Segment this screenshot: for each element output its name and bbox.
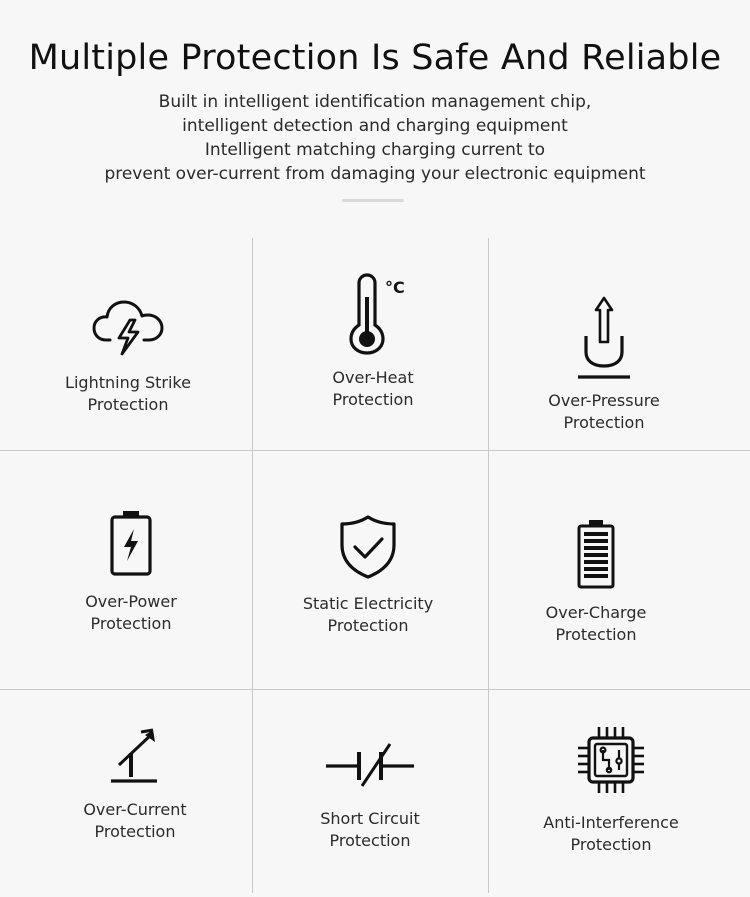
feature-label: Static Electricity Protection (302, 594, 434, 635)
battery-full-icon (576, 518, 616, 590)
lightning-cloud-icon (92, 296, 164, 358)
current-meter-icon (107, 727, 163, 787)
feature-label: Over-Power Protection (85, 592, 177, 633)
subtitle-line: intelligent detection and charging equipment (182, 116, 568, 136)
feature-label: Over-Current Protection (83, 800, 187, 841)
thermometer-icon (337, 273, 409, 355)
feature-anti-interference (491, 724, 731, 856)
grid-divider (0, 689, 750, 690)
feature-label: Short Circuit Protection (320, 809, 420, 850)
subtitle-line: Intelligent matching charging current to (204, 140, 546, 160)
subtitle (0, 90, 750, 186)
shield-check-icon (338, 515, 398, 579)
feature-short-circuit (250, 738, 490, 852)
feature-label: Over-Heat Protection (332, 368, 414, 409)
chip-icon (575, 724, 647, 796)
feature-static-electricity (248, 515, 488, 637)
feature-label: Over-Pressure Protection (548, 391, 660, 432)
feature-over-current (15, 727, 255, 843)
subtitle-line: Built in intelligent identification management chip, (158, 92, 592, 112)
page-title: Multiple Protection Is Safe And Reliable (28, 38, 722, 78)
feature-label: Anti-Interference Protection (543, 813, 679, 854)
title-divider (342, 199, 404, 202)
feature-lightning-strike (8, 296, 248, 416)
arrow-up-pressure-icon (574, 296, 634, 382)
subtitle-line: prevent over-current from damaging your electronic equipment (104, 164, 646, 184)
grid-divider (0, 450, 750, 451)
feature-over-power (11, 509, 251, 635)
short-circuit-icon (324, 738, 416, 792)
feature-over-pressure (484, 296, 724, 434)
svg-text:°C: °C (385, 278, 405, 297)
feature-over-charge (476, 518, 716, 646)
feature-label: Over-Charge Protection (545, 603, 647, 644)
battery-bolt-icon (109, 509, 153, 577)
feature-label: Lightning Strike Protection (65, 373, 191, 414)
feature-over-heat (253, 273, 493, 411)
